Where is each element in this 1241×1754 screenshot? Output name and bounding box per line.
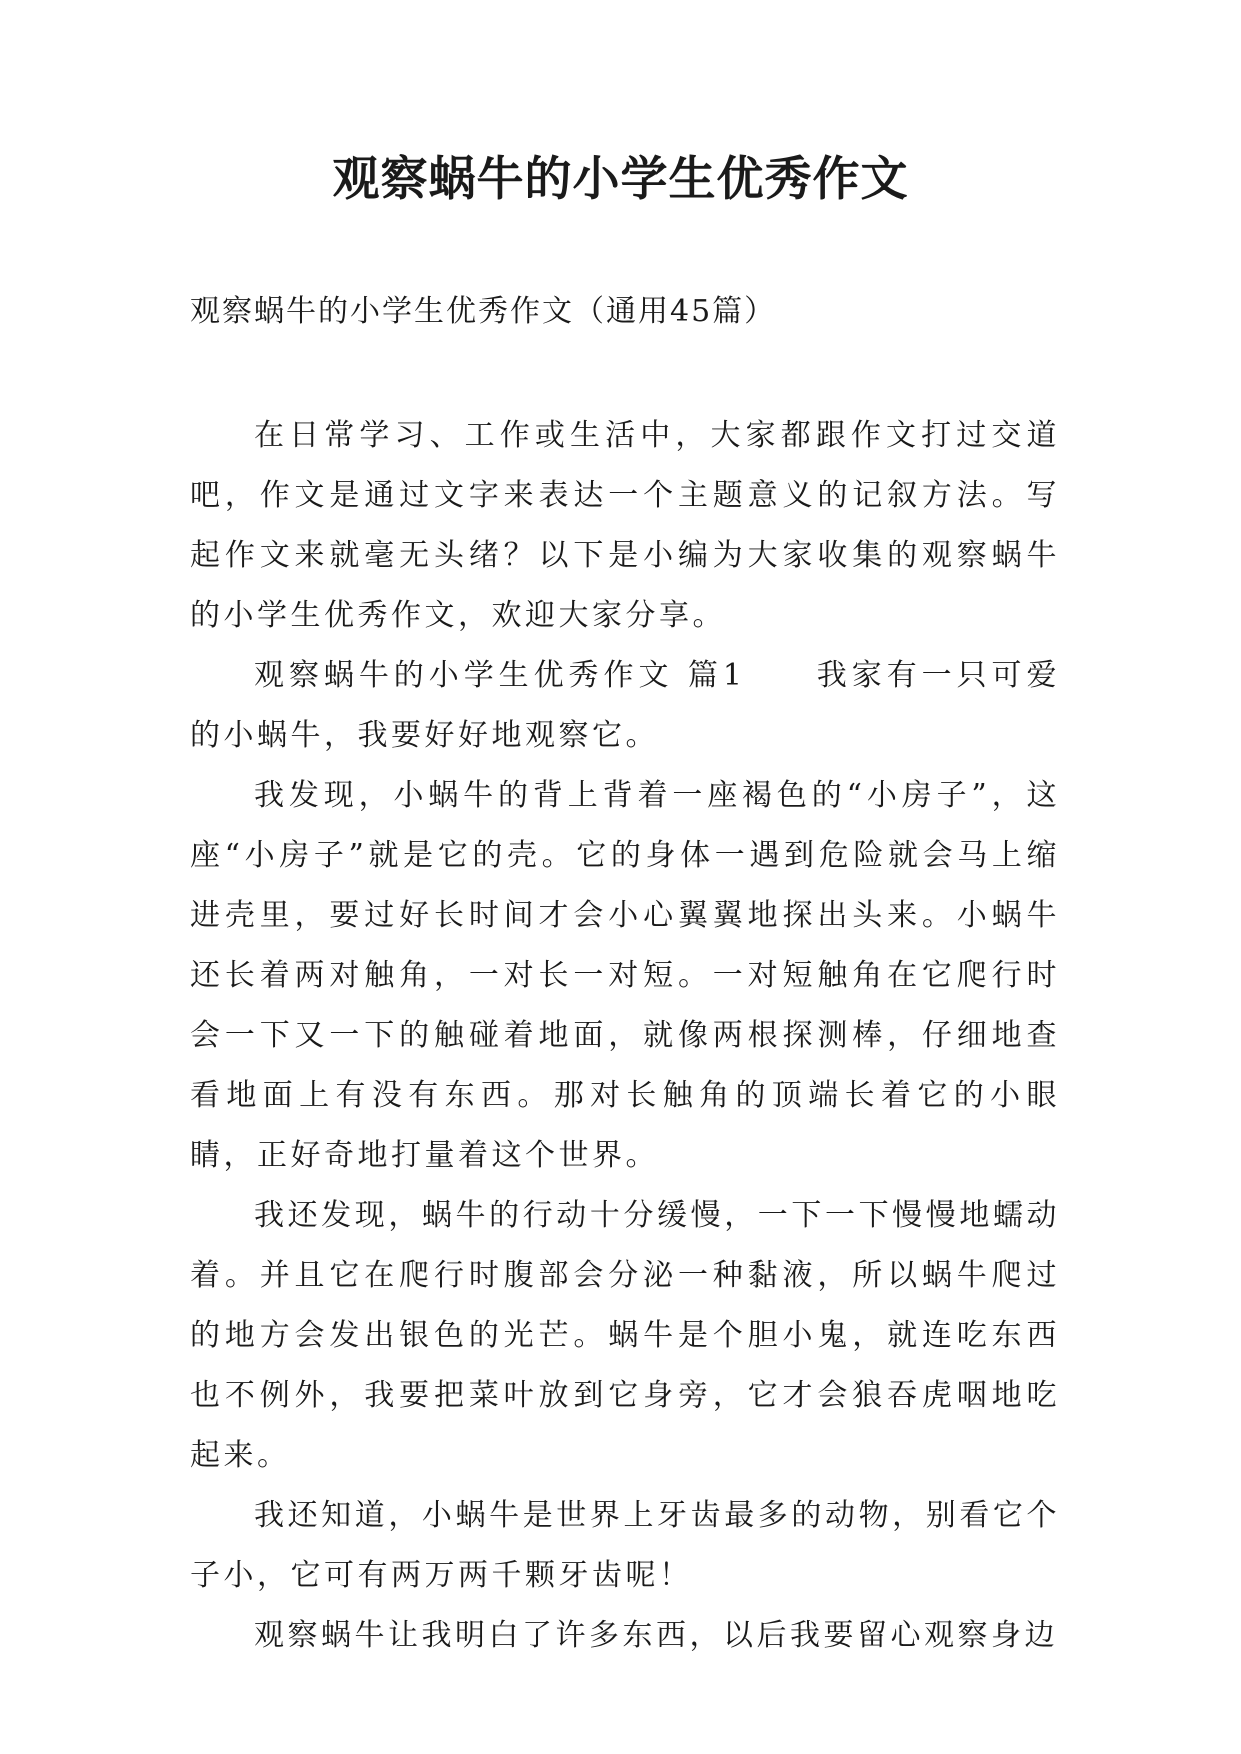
intro-paragraph: 在日常学习、工作或生活中，大家都跟作文打过交道吧，作文是通过文字来表达一个主题意义的记叙方法。写起作文来就毫无头绪？以下是小编为大家收集的观察蜗牛的小学生优秀作文，欢迎大家分享。	[190, 418, 1060, 633]
document-body	[190, 406, 1060, 1666]
body-paragraph: 我还知道，小蜗牛是世界上牙齿最多的动物，别看它个子小，它可有两万两千颗牙齿呢！	[190, 1498, 1060, 1593]
essay-heading-paragraph: 观察蜗牛的小学生优秀作文 篇1 我家有一只可爱的小蜗牛，我要好好地观察它。	[190, 658, 1060, 753]
document-subtitle: 观察蜗牛的小学生优秀作文（通用45篇）	[190, 294, 777, 329]
body-paragraph: 观察蜗牛让我明白了许多东西，以后我要留心观察身边	[254, 1618, 1058, 1653]
body-paragraph: 我还发现，蜗牛的行动十分缓慢，一下一下慢慢地蠕动着。并且它在爬行时腹部会分泌一种黏液，所以蜗牛爬过的地方会发出银色的光芒。蜗牛是个胆小鬼，就连吃东西也不例外，我要把菜叶放到它身旁，它才会狼吞虎咽地吃起来。	[190, 1198, 1060, 1473]
document-title: 观察蜗牛的小学生优秀作文	[332, 152, 909, 207]
body-paragraph: 我发现，小蜗牛的背上背着一座褐色的“小房子”，这座“小房子”就是它的壳。它的身体一遇到危险就会马上缩进壳里，要过好长时间才会小心翼翼地探出头来。小蜗牛还长着两对触角，一对长一对短。一对短触角在它爬行时会一下又一下的触碰着地面，就像两根探测棒，仔细地查看地面上有没有东西。那对长触角的顶端长着它的小眼睛，正好奇地打量着这个世界。	[190, 778, 1060, 1173]
